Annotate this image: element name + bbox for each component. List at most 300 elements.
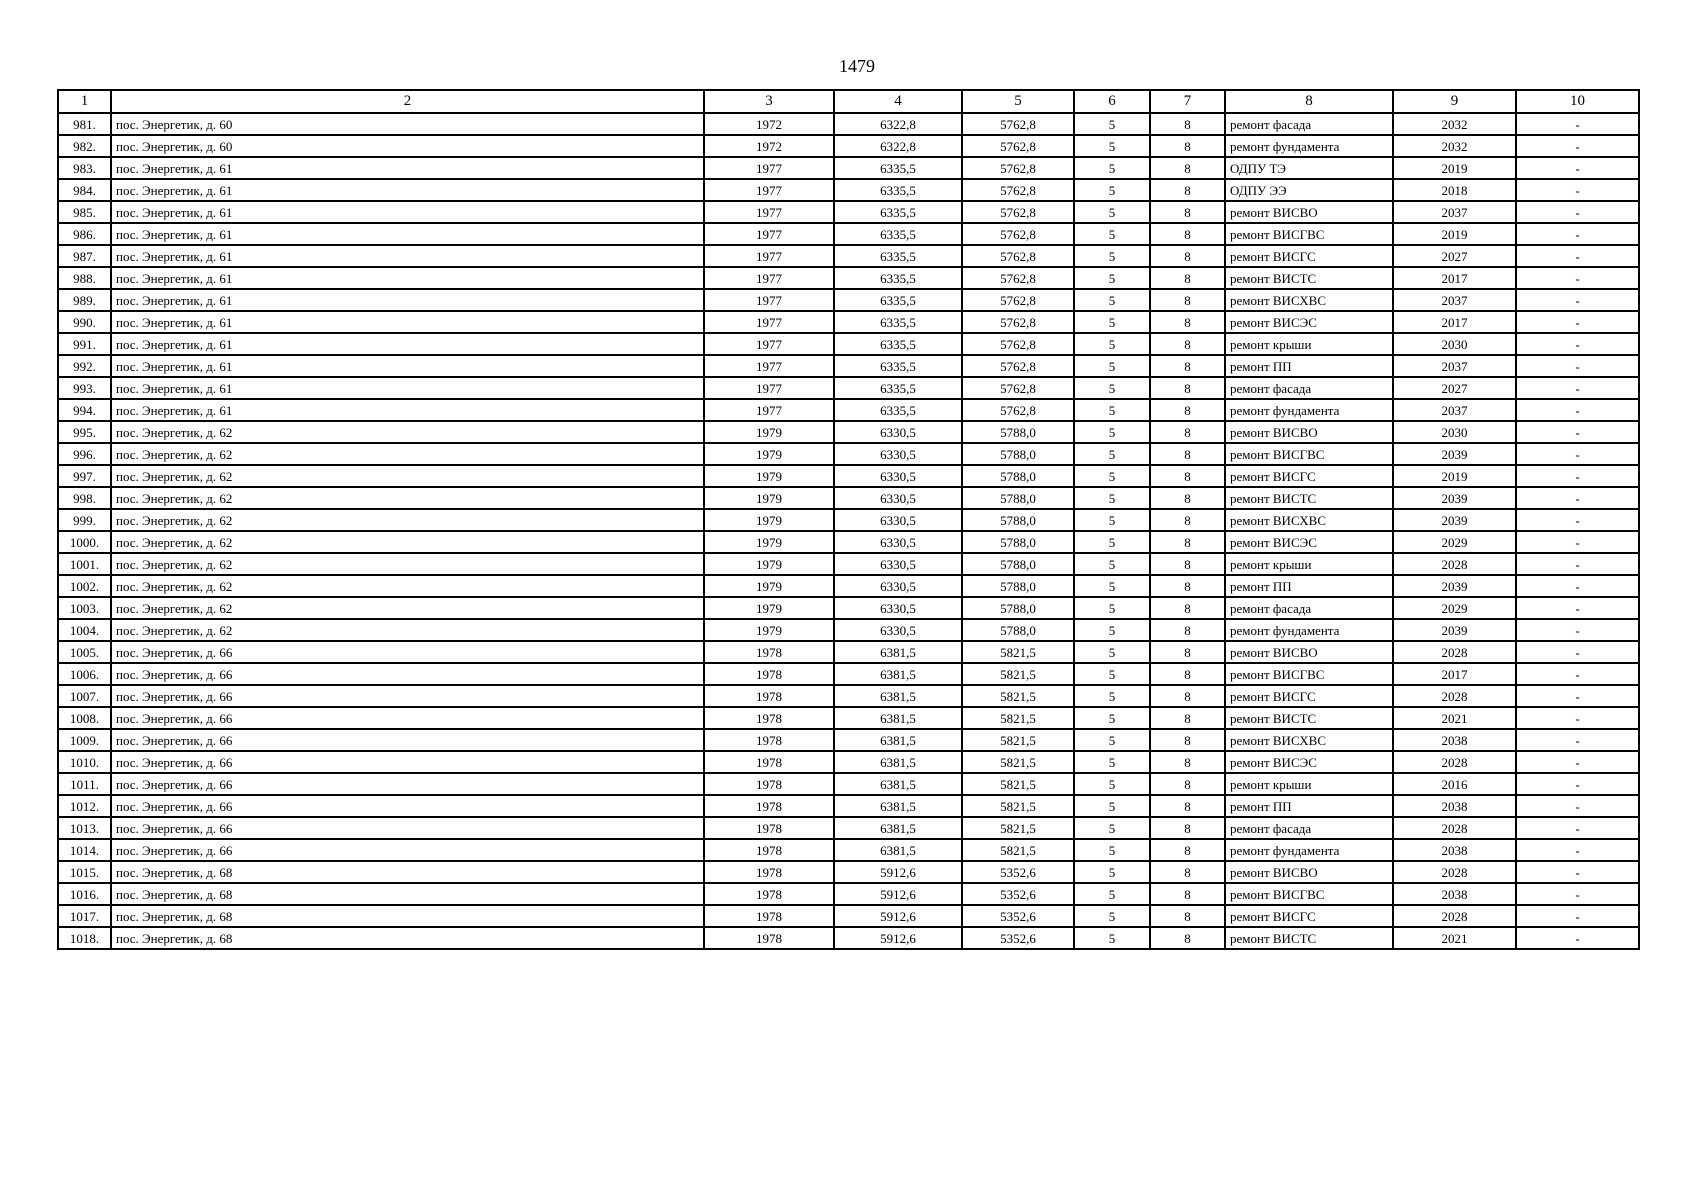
cell-living-area: 5352,6 <box>962 927 1074 949</box>
cell-row-number: 1006. <box>58 663 111 685</box>
cell-address: пос. Энергетик, д. 62 <box>111 575 704 597</box>
cell-address: пос. Энергетик, д. 62 <box>111 619 704 641</box>
cell-address: пос. Энергетик, д. 61 <box>111 245 704 267</box>
cell-plan-year: 2027 <box>1393 377 1516 399</box>
table-row <box>58 421 1639 443</box>
cell-note: - <box>1516 113 1639 135</box>
cell-row-number: 981. <box>58 113 111 135</box>
cell-total-area: 6335,5 <box>834 311 962 333</box>
cell-living-area: 5821,5 <box>962 641 1074 663</box>
cell-address: пос. Энергетик, д. 62 <box>111 443 704 465</box>
cell-work-type: ремонт фундамента <box>1225 399 1393 421</box>
cell-entrances: 8 <box>1150 333 1225 355</box>
cell-total-area: 6335,5 <box>834 245 962 267</box>
table-row <box>58 927 1639 949</box>
cell-living-area: 5762,8 <box>962 201 1074 223</box>
cell-work-type: ремонт ВИСВО <box>1225 201 1393 223</box>
page-number: 1479 <box>839 56 875 76</box>
cell-address: пос. Энергетик, д. 62 <box>111 531 704 553</box>
table-row <box>58 289 1639 311</box>
cell-entrances: 8 <box>1150 355 1225 377</box>
cell-note: - <box>1516 223 1639 245</box>
cell-total-area: 6381,5 <box>834 751 962 773</box>
cell-address: пос. Энергетик, д. 62 <box>111 487 704 509</box>
cell-note: - <box>1516 311 1639 333</box>
cell-living-area: 5788,0 <box>962 575 1074 597</box>
cell-total-area: 6335,5 <box>834 289 962 311</box>
cell-floors: 5 <box>1074 927 1150 949</box>
table-row <box>58 685 1639 707</box>
cell-address: пос. Энергетик, д. 66 <box>111 773 704 795</box>
cell-note: - <box>1516 839 1639 861</box>
header-col-7: 7 <box>1150 90 1225 113</box>
cell-row-number: 983. <box>58 157 111 179</box>
cell-note: - <box>1516 641 1639 663</box>
cell-floors: 5 <box>1074 553 1150 575</box>
cell-build-year: 1977 <box>704 179 834 201</box>
cell-build-year: 1977 <box>704 245 834 267</box>
cell-row-number: 1012. <box>58 795 111 817</box>
cell-total-area: 6381,5 <box>834 773 962 795</box>
cell-living-area: 5762,8 <box>962 223 1074 245</box>
table-header-row <box>58 90 1639 113</box>
cell-floors: 5 <box>1074 311 1150 333</box>
cell-work-type: ремонт фасада <box>1225 597 1393 619</box>
cell-note: - <box>1516 245 1639 267</box>
cell-row-number: 1009. <box>58 729 111 751</box>
cell-plan-year: 2017 <box>1393 663 1516 685</box>
cell-total-area: 6330,5 <box>834 553 962 575</box>
cell-entrances: 8 <box>1150 465 1225 487</box>
table-row <box>58 399 1639 421</box>
cell-entrances: 8 <box>1150 135 1225 157</box>
cell-row-number: 1018. <box>58 927 111 949</box>
table-row <box>58 443 1639 465</box>
cell-row-number: 1003. <box>58 597 111 619</box>
cell-floors: 5 <box>1074 839 1150 861</box>
cell-build-year: 1979 <box>704 509 834 531</box>
cell-build-year: 1972 <box>704 135 834 157</box>
cell-address: пос. Энергетик, д. 62 <box>111 465 704 487</box>
cell-living-area: 5788,0 <box>962 531 1074 553</box>
cell-living-area: 5788,0 <box>962 553 1074 575</box>
cell-total-area: 6330,5 <box>834 487 962 509</box>
cell-floors: 5 <box>1074 861 1150 883</box>
cell-note: - <box>1516 509 1639 531</box>
cell-floors: 5 <box>1074 597 1150 619</box>
cell-total-area: 6381,5 <box>834 663 962 685</box>
table-row <box>58 267 1639 289</box>
cell-work-type: ремонт фундамента <box>1225 839 1393 861</box>
cell-row-number: 992. <box>58 355 111 377</box>
cell-address: пос. Энергетик, д. 60 <box>111 113 704 135</box>
cell-living-area: 5762,8 <box>962 179 1074 201</box>
cell-build-year: 1979 <box>704 575 834 597</box>
cell-total-area: 6381,5 <box>834 795 962 817</box>
cell-living-area: 5788,0 <box>962 509 1074 531</box>
cell-entrances: 8 <box>1150 707 1225 729</box>
cell-build-year: 1979 <box>704 619 834 641</box>
cell-row-number: 1010. <box>58 751 111 773</box>
cell-living-area: 5762,8 <box>962 245 1074 267</box>
cell-entrances: 8 <box>1150 597 1225 619</box>
cell-total-area: 6330,5 <box>834 597 962 619</box>
cell-plan-year: 2039 <box>1393 509 1516 531</box>
cell-plan-year: 2039 <box>1393 443 1516 465</box>
cell-entrances: 8 <box>1150 553 1225 575</box>
cell-total-area: 6335,5 <box>834 223 962 245</box>
cell-floors: 5 <box>1074 201 1150 223</box>
cell-entrances: 8 <box>1150 267 1225 289</box>
cell-living-area: 5762,8 <box>962 289 1074 311</box>
cell-work-type: ремонт ВИСГС <box>1225 245 1393 267</box>
cell-total-area: 6381,5 <box>834 641 962 663</box>
cell-build-year: 1977 <box>704 267 834 289</box>
cell-work-type: ремонт ВИСГВС <box>1225 663 1393 685</box>
cell-row-number: 1004. <box>58 619 111 641</box>
cell-total-area: 6330,5 <box>834 531 962 553</box>
cell-floors: 5 <box>1074 773 1150 795</box>
cell-build-year: 1977 <box>704 157 834 179</box>
cell-plan-year: 2019 <box>1393 465 1516 487</box>
table-row <box>58 641 1639 663</box>
cell-row-number: 1001. <box>58 553 111 575</box>
cell-work-type: ОДПУ ЭЭ <box>1225 179 1393 201</box>
cell-entrances: 8 <box>1150 773 1225 795</box>
header-col-5: 5 <box>962 90 1074 113</box>
cell-row-number: 1011. <box>58 773 111 795</box>
table-row <box>58 223 1639 245</box>
cell-total-area: 6330,5 <box>834 465 962 487</box>
cell-entrances: 8 <box>1150 245 1225 267</box>
cell-floors: 5 <box>1074 729 1150 751</box>
cell-plan-year: 2037 <box>1393 399 1516 421</box>
cell-address: пос. Энергетик, д. 61 <box>111 201 704 223</box>
cell-note: - <box>1516 795 1639 817</box>
cell-floors: 5 <box>1074 817 1150 839</box>
cell-floors: 5 <box>1074 663 1150 685</box>
table-row <box>58 575 1639 597</box>
cell-plan-year: 2018 <box>1393 179 1516 201</box>
cell-plan-year: 2028 <box>1393 751 1516 773</box>
cell-total-area: 6335,5 <box>834 355 962 377</box>
table-row <box>58 597 1639 619</box>
cell-note: - <box>1516 179 1639 201</box>
cell-work-type: ремонт фундамента <box>1225 135 1393 157</box>
cell-work-type: ремонт ВИСВО <box>1225 861 1393 883</box>
table-row <box>58 531 1639 553</box>
table-row <box>58 817 1639 839</box>
cell-floors: 5 <box>1074 289 1150 311</box>
cell-entrances: 8 <box>1150 883 1225 905</box>
cell-work-type: ремонт ВИСГС <box>1225 465 1393 487</box>
cell-plan-year: 2021 <box>1393 707 1516 729</box>
cell-total-area: 6335,5 <box>834 399 962 421</box>
cell-entrances: 8 <box>1150 179 1225 201</box>
cell-entrances: 8 <box>1150 487 1225 509</box>
cell-build-year: 1977 <box>704 399 834 421</box>
cell-plan-year: 2019 <box>1393 223 1516 245</box>
cell-build-year: 1977 <box>704 311 834 333</box>
cell-floors: 5 <box>1074 157 1150 179</box>
header-col-6: 6 <box>1074 90 1150 113</box>
cell-total-area: 6335,5 <box>834 333 962 355</box>
header-col-4: 4 <box>834 90 962 113</box>
cell-note: - <box>1516 553 1639 575</box>
cell-plan-year: 2029 <box>1393 597 1516 619</box>
cell-plan-year: 2029 <box>1393 531 1516 553</box>
cell-note: - <box>1516 267 1639 289</box>
cell-floors: 5 <box>1074 421 1150 443</box>
cell-entrances: 8 <box>1150 421 1225 443</box>
cell-work-type: ОДПУ ТЭ <box>1225 157 1393 179</box>
cell-work-type: ремонт ВИСТС <box>1225 927 1393 949</box>
cell-build-year: 1977 <box>704 289 834 311</box>
cell-living-area: 5821,5 <box>962 685 1074 707</box>
cell-row-number: 999. <box>58 509 111 531</box>
cell-build-year: 1978 <box>704 641 834 663</box>
cell-living-area: 5762,8 <box>962 333 1074 355</box>
cell-entrances: 8 <box>1150 905 1225 927</box>
cell-total-area: 5912,6 <box>834 883 962 905</box>
cell-floors: 5 <box>1074 707 1150 729</box>
table-row <box>58 333 1639 355</box>
cell-entrances: 8 <box>1150 289 1225 311</box>
cell-living-area: 5821,5 <box>962 773 1074 795</box>
table-row <box>58 201 1639 223</box>
cell-living-area: 5788,0 <box>962 597 1074 619</box>
cell-row-number: 993. <box>58 377 111 399</box>
cell-living-area: 5762,8 <box>962 267 1074 289</box>
cell-note: - <box>1516 289 1639 311</box>
cell-living-area: 5821,5 <box>962 707 1074 729</box>
cell-work-type: ремонт ПП <box>1225 795 1393 817</box>
cell-row-number: 1014. <box>58 839 111 861</box>
cell-work-type: ремонт ВИСГС <box>1225 905 1393 927</box>
cell-note: - <box>1516 883 1639 905</box>
cell-note: - <box>1516 377 1639 399</box>
cell-build-year: 1978 <box>704 707 834 729</box>
cell-entrances: 8 <box>1150 575 1225 597</box>
cell-entrances: 8 <box>1150 157 1225 179</box>
cell-work-type: ремонт ВИСХВС <box>1225 729 1393 751</box>
cell-total-area: 6335,5 <box>834 157 962 179</box>
cell-plan-year: 2038 <box>1393 883 1516 905</box>
table-row <box>58 707 1639 729</box>
cell-build-year: 1979 <box>704 597 834 619</box>
cell-plan-year: 2032 <box>1393 113 1516 135</box>
cell-entrances: 8 <box>1150 663 1225 685</box>
cell-total-area: 6330,5 <box>834 619 962 641</box>
cell-address: пос. Энергетик, д. 66 <box>111 663 704 685</box>
cell-living-area: 5821,5 <box>962 839 1074 861</box>
cell-work-type: ремонт фасада <box>1225 817 1393 839</box>
cell-floors: 5 <box>1074 575 1150 597</box>
cell-note: - <box>1516 861 1639 883</box>
cell-work-type: ремонт крыши <box>1225 333 1393 355</box>
cell-living-area: 5788,0 <box>962 443 1074 465</box>
cell-build-year: 1979 <box>704 465 834 487</box>
cell-row-number: 997. <box>58 465 111 487</box>
table-row <box>58 839 1639 861</box>
cell-build-year: 1977 <box>704 333 834 355</box>
table-body <box>58 113 1639 949</box>
cell-build-year: 1978 <box>704 883 834 905</box>
cell-living-area: 5821,5 <box>962 751 1074 773</box>
cell-address: пос. Энергетик, д. 61 <box>111 267 704 289</box>
cell-address: пос. Энергетик, д. 68 <box>111 905 704 927</box>
cell-work-type: ремонт ВИСТС <box>1225 267 1393 289</box>
cell-floors: 5 <box>1074 641 1150 663</box>
cell-total-area: 6322,8 <box>834 135 962 157</box>
cell-build-year: 1978 <box>704 685 834 707</box>
cell-plan-year: 2028 <box>1393 905 1516 927</box>
cell-total-area: 6335,5 <box>834 267 962 289</box>
cell-row-number: 1005. <box>58 641 111 663</box>
cell-address: пос. Энергетик, д. 61 <box>111 223 704 245</box>
cell-build-year: 1978 <box>704 905 834 927</box>
cell-plan-year: 2016 <box>1393 773 1516 795</box>
cell-build-year: 1977 <box>704 201 834 223</box>
cell-build-year: 1978 <box>704 751 834 773</box>
table-row <box>58 861 1639 883</box>
cell-plan-year: 2028 <box>1393 553 1516 575</box>
cell-plan-year: 2030 <box>1393 333 1516 355</box>
cell-work-type: ремонт ПП <box>1225 575 1393 597</box>
cell-note: - <box>1516 355 1639 377</box>
cell-plan-year: 2038 <box>1393 795 1516 817</box>
cell-total-area: 6335,5 <box>834 201 962 223</box>
header-col-9: 9 <box>1393 90 1516 113</box>
cell-plan-year: 2017 <box>1393 267 1516 289</box>
cell-total-area: 6381,5 <box>834 685 962 707</box>
cell-build-year: 1979 <box>704 531 834 553</box>
cell-total-area: 6322,8 <box>834 113 962 135</box>
table-row <box>58 157 1639 179</box>
cell-work-type: ремонт ВИСВО <box>1225 641 1393 663</box>
cell-build-year: 1978 <box>704 795 834 817</box>
cell-living-area: 5762,8 <box>962 355 1074 377</box>
cell-total-area: 6335,5 <box>834 377 962 399</box>
cell-row-number: 986. <box>58 223 111 245</box>
cell-plan-year: 2032 <box>1393 135 1516 157</box>
cell-row-number: 985. <box>58 201 111 223</box>
cell-plan-year: 2017 <box>1393 311 1516 333</box>
cell-living-area: 5821,5 <box>962 663 1074 685</box>
cell-living-area: 5788,0 <box>962 421 1074 443</box>
cell-work-type: ремонт ВИСГВС <box>1225 223 1393 245</box>
cell-note: - <box>1516 751 1639 773</box>
cell-total-area: 6335,5 <box>834 179 962 201</box>
cell-plan-year: 2028 <box>1393 641 1516 663</box>
cell-floors: 5 <box>1074 883 1150 905</box>
cell-build-year: 1978 <box>704 861 834 883</box>
cell-total-area: 6381,5 <box>834 817 962 839</box>
cell-work-type: ремонт ВИСВО <box>1225 421 1393 443</box>
cell-work-type: ремонт ВИСГВС <box>1225 883 1393 905</box>
table-row <box>58 487 1639 509</box>
cell-build-year: 1979 <box>704 443 834 465</box>
cell-work-type: ремонт ВИСЭС <box>1225 531 1393 553</box>
cell-plan-year: 2038 <box>1393 729 1516 751</box>
cell-note: - <box>1516 905 1639 927</box>
cell-note: - <box>1516 927 1639 949</box>
cell-note: - <box>1516 729 1639 751</box>
cell-entrances: 8 <box>1150 927 1225 949</box>
cell-note: - <box>1516 531 1639 553</box>
cell-address: пос. Энергетик, д. 61 <box>111 157 704 179</box>
cell-note: - <box>1516 707 1639 729</box>
cell-note: - <box>1516 443 1639 465</box>
cell-address: пос. Энергетик, д. 66 <box>111 817 704 839</box>
cell-address: пос. Энергетик, д. 62 <box>111 597 704 619</box>
cell-floors: 5 <box>1074 619 1150 641</box>
cell-plan-year: 2021 <box>1393 927 1516 949</box>
cell-address: пос. Энергетик, д. 61 <box>111 399 704 421</box>
cell-address: пос. Энергетик, д. 60 <box>111 135 704 157</box>
cell-entrances: 8 <box>1150 399 1225 421</box>
table-row <box>58 663 1639 685</box>
cell-row-number: 996. <box>58 443 111 465</box>
cell-plan-year: 2037 <box>1393 201 1516 223</box>
cell-note: - <box>1516 619 1639 641</box>
cell-row-number: 1007. <box>58 685 111 707</box>
table-row <box>58 751 1639 773</box>
cell-build-year: 1979 <box>704 421 834 443</box>
cell-plan-year: 2030 <box>1393 421 1516 443</box>
cell-build-year: 1972 <box>704 113 834 135</box>
cell-plan-year: 2028 <box>1393 685 1516 707</box>
cell-total-area: 6330,5 <box>834 443 962 465</box>
cell-address: пос. Энергетик, д. 62 <box>111 553 704 575</box>
cell-work-type: ремонт фасада <box>1225 113 1393 135</box>
cell-build-year: 1978 <box>704 729 834 751</box>
cell-living-area: 5352,6 <box>962 905 1074 927</box>
cell-plan-year: 2028 <box>1393 817 1516 839</box>
cell-total-area: 5912,6 <box>834 927 962 949</box>
cell-living-area: 5762,8 <box>962 311 1074 333</box>
cell-plan-year: 2019 <box>1393 157 1516 179</box>
table-row <box>58 377 1639 399</box>
cell-row-number: 1017. <box>58 905 111 927</box>
cell-living-area: 5762,8 <box>962 157 1074 179</box>
cell-living-area: 5821,5 <box>962 817 1074 839</box>
cell-living-area: 5788,0 <box>962 465 1074 487</box>
cell-address: пос. Энергетик, д. 66 <box>111 729 704 751</box>
cell-row-number: 988. <box>58 267 111 289</box>
cell-address: пос. Энергетик, д. 68 <box>111 883 704 905</box>
cell-floors: 5 <box>1074 487 1150 509</box>
cell-row-number: 994. <box>58 399 111 421</box>
cell-note: - <box>1516 157 1639 179</box>
cell-total-area: 6330,5 <box>834 509 962 531</box>
cell-entrances: 8 <box>1150 861 1225 883</box>
table-row <box>58 883 1639 905</box>
cell-total-area: 6381,5 <box>834 707 962 729</box>
cell-build-year: 1978 <box>704 663 834 685</box>
cell-address: пос. Энергетик, д. 61 <box>111 289 704 311</box>
cell-work-type: ремонт ВИСТС <box>1225 707 1393 729</box>
cell-floors: 5 <box>1074 355 1150 377</box>
cell-plan-year: 2039 <box>1393 487 1516 509</box>
cell-address: пос. Энергетик, д. 61 <box>111 311 704 333</box>
cell-address: пос. Энергетик, д. 66 <box>111 685 704 707</box>
cell-work-type: ремонт ВИСХВС <box>1225 289 1393 311</box>
cell-note: - <box>1516 597 1639 619</box>
cell-floors: 5 <box>1074 443 1150 465</box>
cell-work-type: ремонт ВИСГВС <box>1225 443 1393 465</box>
cell-floors: 5 <box>1074 333 1150 355</box>
